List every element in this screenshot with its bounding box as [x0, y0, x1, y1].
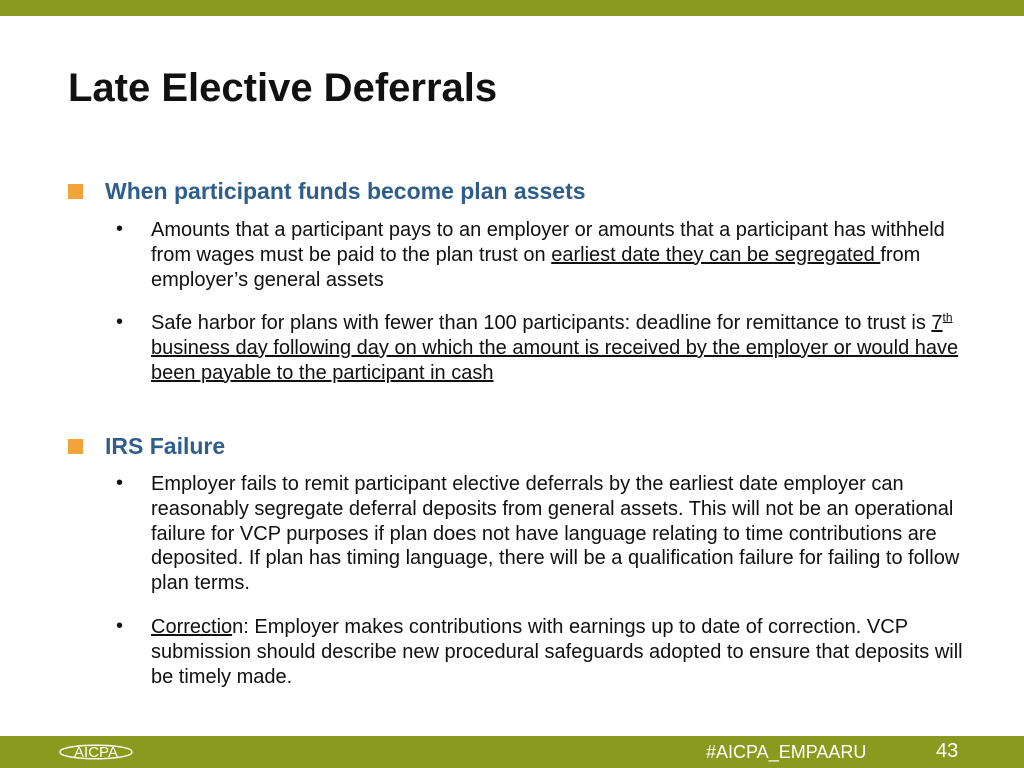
top-accent-bar: [0, 0, 1024, 16]
footer-bar: [0, 736, 1024, 768]
section-label: When participant funds become plan assets: [105, 178, 586, 204]
text-segment: Amounts that a participant pays to an employer or amounts that a participant has withheld from wages must be paid to the plan trust on: [151, 219, 945, 266]
underlined-text: 7: [931, 312, 943, 334]
page-number: 43: [936, 740, 959, 762]
text-segment: n: Employer makes contributions with earnings up to date of correction. VCP submission should describe new procedural safeguards adopted to ensure that deposits will be timely made.: [151, 616, 963, 688]
bullet-icon: •: [116, 472, 124, 494]
list-item-text: [151, 218, 966, 292]
section-label: IRS Failure: [105, 433, 226, 459]
text-segment: Safe harbor for plans with fewer than 100 participants: deadline for remittance to trust is: [151, 312, 932, 334]
section-heading: [68, 433, 225, 460]
text-segment: from employer’s general assets: [151, 243, 921, 291]
footer-hashtag: #AICPA_EMPAARU: [706, 742, 867, 762]
bullet-icon: •: [116, 615, 124, 637]
list-item-text: [151, 615, 966, 689]
underlined-text: business day following day on which the amount is received by the employer or would have been payable to the participant in cash: [151, 336, 959, 384]
square-bullet-icon: [68, 184, 83, 199]
list-item-text: Employer fails to remit participant elective deferrals by the earliest date employer can reasonably segregate deferral deposits from general assets. This will not be an operational failure for VCP purposes if plan does not have language relating to time contributions are deposited. If plan has timing language, there will be a qualification failure for failing to follow plan terms.: [151, 473, 960, 595]
aicpa-logo: [56, 740, 136, 764]
logo-text: AICPA: [74, 744, 118, 761]
bullet-icon: •: [116, 311, 124, 333]
slide-title: Late Elective Deferrals: [68, 66, 498, 110]
list-item-text: [151, 311, 966, 385]
bullet-icon: •: [116, 218, 124, 240]
superscript-text: th: [942, 310, 953, 325]
underlined-text: earliest date they can be segregated: [551, 243, 881, 266]
square-bullet-icon: [68, 439, 83, 454]
section-heading: [68, 178, 586, 205]
underlined-text: Correctio: [151, 616, 233, 638]
